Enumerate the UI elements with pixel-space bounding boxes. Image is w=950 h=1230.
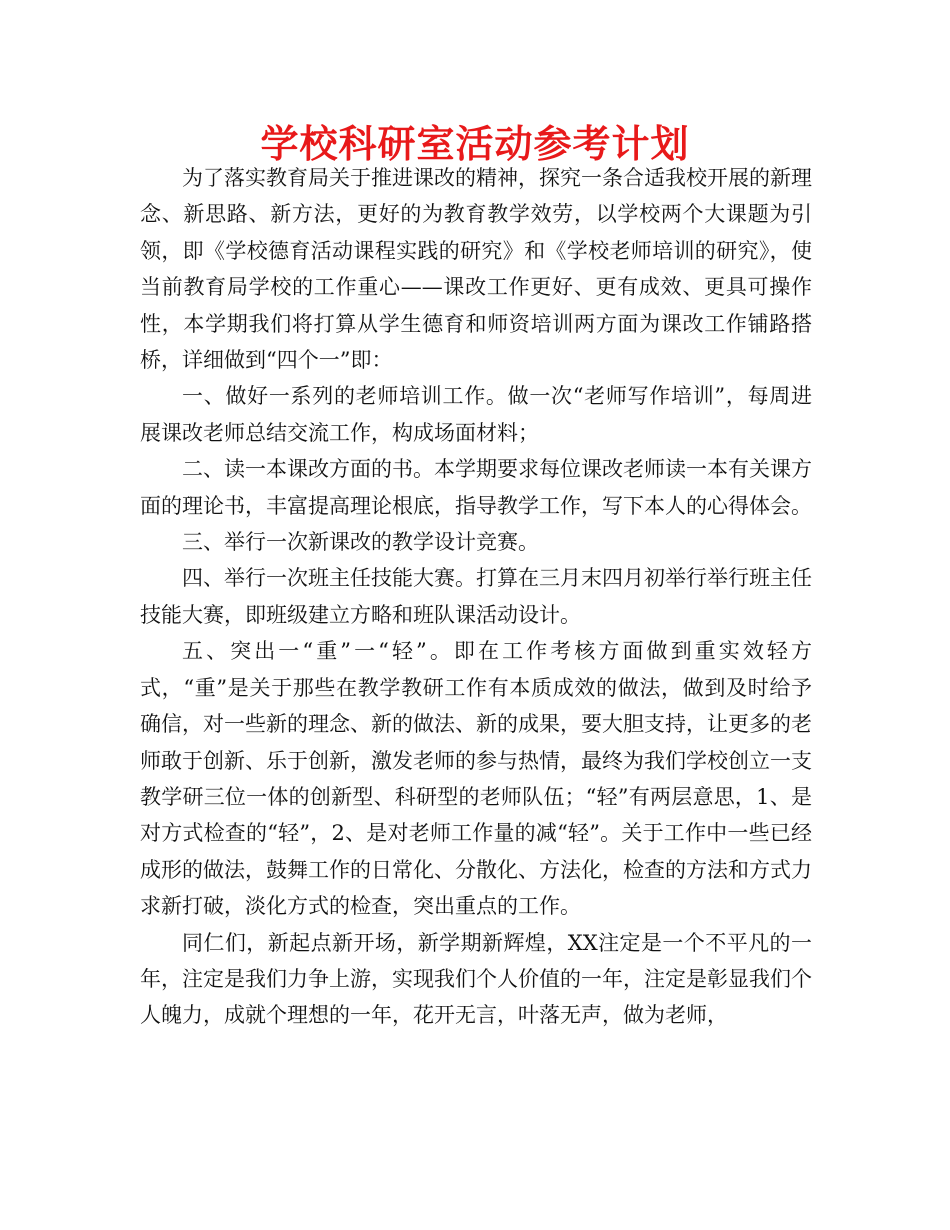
paragraph-item-5: 五、突出一“重”一“轻”。即在工作考核方面做到重实效轻方式，“重”是关于那些在教学教研工作有本质成效的做法，做到及时给予确信，对一些新的理念、新的做法、新的成果，要大胆支持，让更多的老师敢于创新、乐于创新，激发老师的参与热情，最终为我们学校创立一支教学研三位一体的创新型、科研型的老师队伍；“轻”有两层意思，1、是对方式检查的“轻”，2、是对老师工作量的减“轻”。关于工作中一些已经成形的做法，鼓舞工作的日常化、分散化、方法化，检查的方法和方式力求新打破，淡化方式的检查，突出重点的工作。 [140, 639, 812, 919]
document-title: 学校科研室活动参考计划 [260, 122, 690, 166]
paragraph-item-2: 二、读一本课改方面的书。本学期要求每位课改老师读一本有关课方面的理论书，丰富提高理论根底，指导教学工作，写下本人的心得体会。 [140, 457, 812, 518]
paragraph-item-3: 三、举行一次新课改的教学设计竞赛。 [182, 530, 539, 555]
paragraph-item-1: 一、做好一系列的老师培训工作。做一次“老师写作培训”，每周进展课改老师总结交流工作，构成场面材料； [140, 384, 812, 445]
paragraph-intro: 为了落实教育局关于推进课改的精神，探究一条合适我校开展的新理念、新思路、新方法，更好的为教育教学效劳，以学校两个大课题为引领，即《学校德育活动课程实践的研究》和《学校老师培训的研究》，使当前教育局学校的工作重心——课改工作更好、更有成效、更具可操作性，本学期我们将打算从学生德育和师资培训两方面为课改工作铺路搭桥，详细做到“四个一”即： [140, 166, 812, 373]
document-body [140, 160, 812, 1034]
paragraph-item-4: 四、举行一次班主任技能大赛。打算在三月末四月初举行举行班主任技能大赛，即班级建立方略和班队课活动设计。 [140, 566, 812, 627]
paragraph-closing: 同仁们，新起点新开场，新学期新辉煌，XX注定是一个不平凡的一年，注定是我们力争上游，实现我们个人价值的一年，注定是彰显我们个人魄力，成就个理想的一年，花开无言，叶落无声，做为老师， [140, 930, 812, 1028]
